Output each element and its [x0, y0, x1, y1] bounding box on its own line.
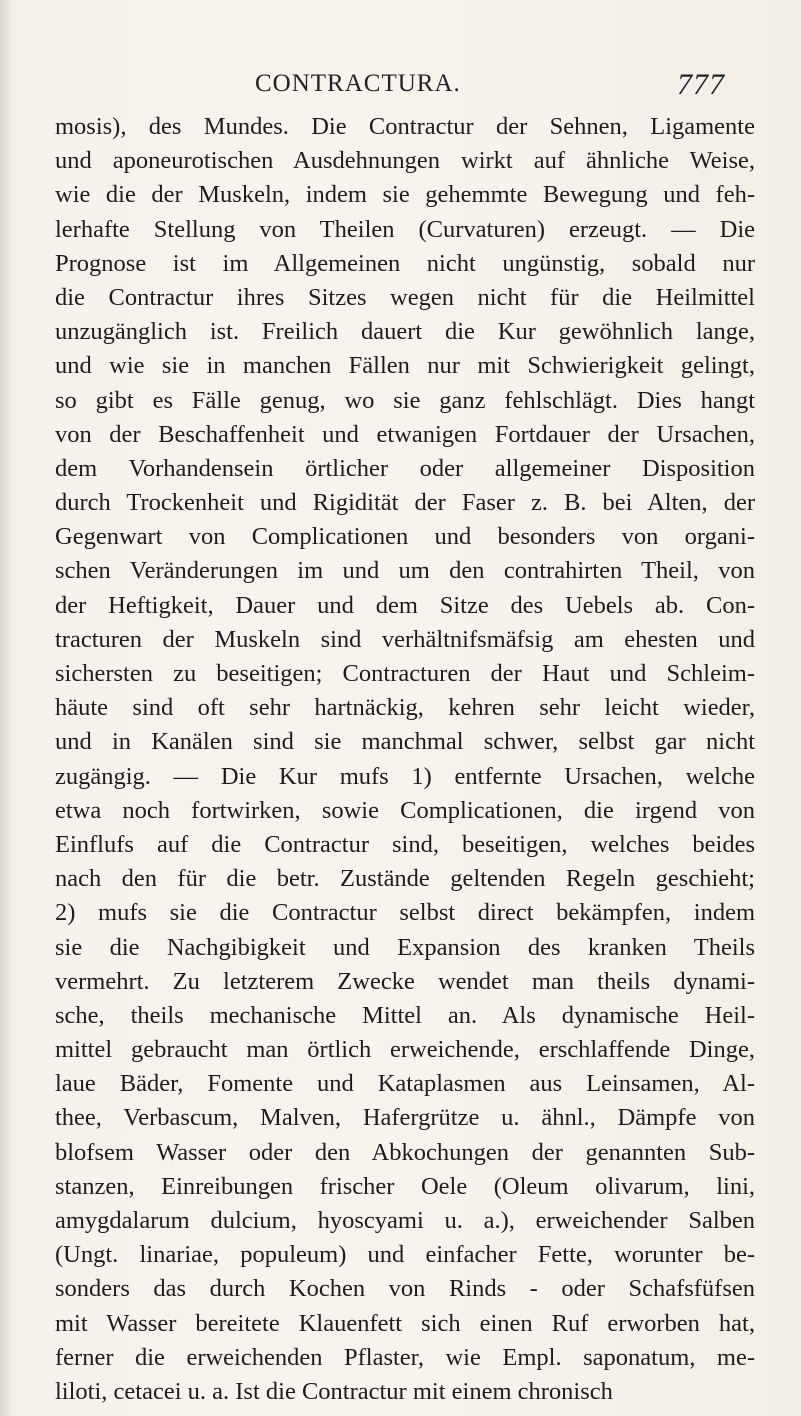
text-line: der Heftigkeit, Dauer und dem Sitze des Uebels ab. Con-: [55, 591, 755, 619]
text-line: Prognose ist im Allgemeinen nicht ungünstig, sobald nur: [55, 249, 755, 277]
text-line: zugängig. — Die Kur mufs 1) entfernte Ursachen, welche: [55, 762, 755, 790]
text-line: blofsem Wasser oder den Abkochungen der genannten Sub-: [55, 1138, 755, 1166]
text-line: thee, Verbascum, Malven, Hafergrütze u. ähnl., Dämpfe von: [55, 1104, 755, 1132]
page-gutter-shadow: [0, 0, 12, 1416]
text-line: von der Beschaffenheit und etwanigen Fortdauer der Ursachen,: [55, 420, 755, 448]
text-line: dem Vorhandensein örtlicher oder allgemeiner Disposition: [55, 454, 755, 482]
text-line: etwa noch fortwirken, sowie Complicationen, die irgend von: [55, 796, 755, 824]
text-line: wie die der Muskeln, indem sie gehemmte Bewegung und feh-: [55, 181, 755, 209]
text-line: sie die Nachgibigkeit und Expansion des kranken Theils: [55, 933, 755, 961]
text-line: schen Veränderungen im und um den contrahirten Theil, von: [55, 557, 755, 585]
running-header: [255, 70, 725, 104]
text-line: so gibt es Fälle genug, wo sie ganz fehlschlägt. Dies hangt: [55, 386, 755, 414]
text-line: ferner die erweichenden Pflaster, wie Empl. saponatum, me-: [55, 1343, 755, 1371]
text-line: und aponeurotischen Ausdehnungen wirkt auf ähnliche Weise,: [55, 147, 755, 175]
text-line: amygdalarum dulcium, hyoscyami u. a.), erweichender Salben: [55, 1207, 755, 1234]
text-line: unzugänglich ist. Freilich dauert die Kur gewöhnlich lange,: [55, 318, 755, 346]
text-line: durch Trockenheit und Rigidität der Faser z. B. bei Alten, der: [55, 489, 755, 517]
text-line: stanzen, Einreibungen frischer Oele (Oleum olivarum, lini,: [55, 1172, 755, 1200]
text-line: mit Wasser bereitete Klauenfett sich einen Ruf erworben hat,: [55, 1309, 755, 1337]
text-line: nach den für die betr. Zustände geltenden Regeln geschieht;: [55, 865, 755, 893]
text-line: sonders das durch Kochen von Rinds - oder Schafsfüfsen: [55, 1275, 755, 1303]
text-line: 2) mufs sie die Contractur selbst direct bekämpfen, indem: [55, 899, 755, 927]
text-line: mosis), des Mundes. Die Contractur der Sehnen, Ligamente: [55, 113, 755, 140]
text-line: liloti, cetacei u. a. Ist die Contractur mit einem chronisch: [55, 1377, 613, 1405]
text-line: häute sind oft sehr hartnäckig, kehren sehr leicht wieder,: [55, 694, 755, 722]
text-line: vermehrt. Zu letzterem Zwecke wendet man theils dynami-: [55, 967, 755, 995]
header-title: CONTRACTURA.: [255, 70, 461, 97]
text-line: (Ungt. linariae, populeum) und einfacher Fette, worunter be-: [55, 1241, 755, 1269]
text-line: die Contractur ihres Sitzes wegen nicht für die Heilmittel: [55, 283, 755, 311]
text-line: und in Kanälen sind sie manchmal schwer, selbst gar nicht: [55, 728, 755, 756]
text-line: lerhafte Stellung von Theilen (Curvaturen) erzeugt. — Die: [55, 215, 755, 243]
text-line: mittel gebraucht man örtlich erweichende, erschlaffende Dinge,: [55, 1036, 755, 1064]
text-line: Einflufs auf die Contractur sind, beseitigen, welches beides: [55, 830, 755, 858]
text-line: sche, theils mechanische Mittel an. Als dynamische Heil-: [55, 1001, 755, 1029]
body-text: [55, 110, 755, 1409]
text-line: laue Bäder, Fomente und Kataplasmen aus Leinsamen, Al-: [55, 1070, 755, 1098]
text-line: Gegenwart von Complicationen und besonders von organi-: [55, 523, 755, 551]
text-line: sichersten zu beseitigen; Contracturen der Haut und Schleim-: [55, 660, 755, 687]
page-number: 777: [677, 68, 725, 101]
text-line: tracturen der Muskeln sind verhältnifsmäfsig am ehesten und: [55, 625, 755, 653]
text-line: und wie sie in manchen Fällen nur mit Schwierigkeit gelingt,: [55, 352, 755, 380]
